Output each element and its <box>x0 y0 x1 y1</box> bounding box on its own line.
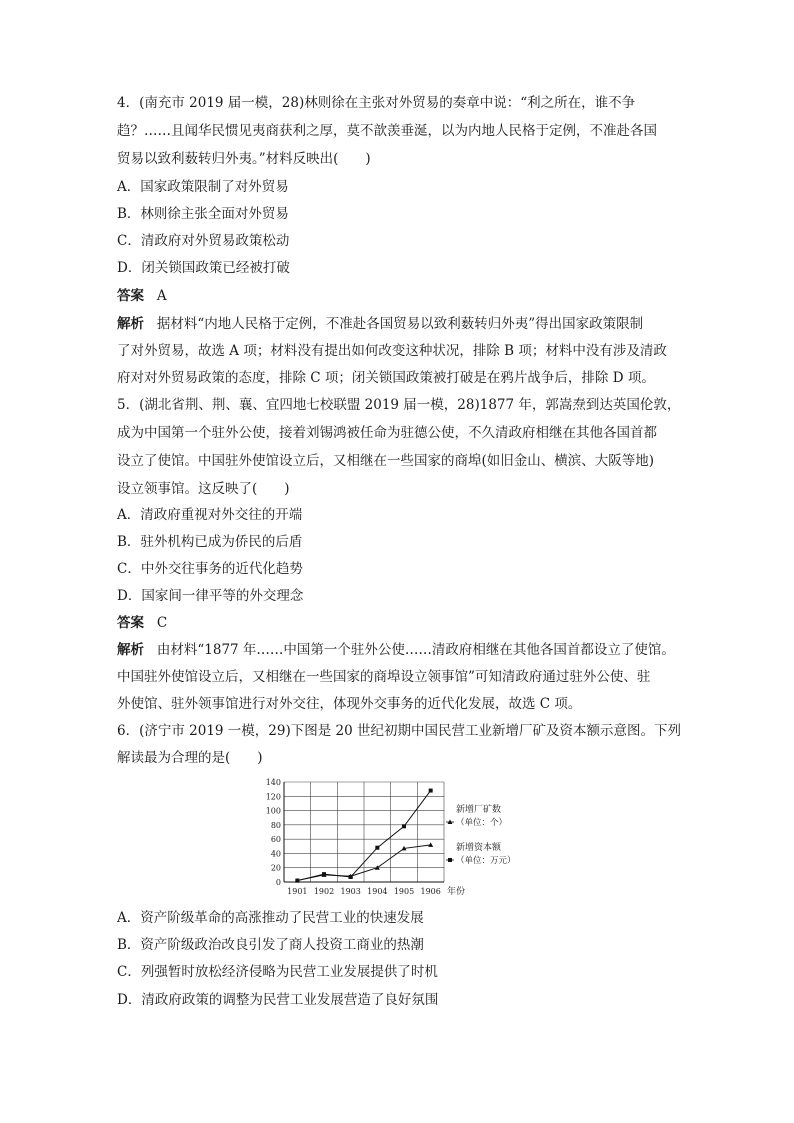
chart-y-tick-label: 140 <box>265 778 281 787</box>
q4-analysis-label: 解析 <box>117 316 144 332</box>
q5-analysis-line-1 <box>117 640 687 660</box>
q5-stem-line-1: 5．(湖北省荆、荆、襄、宜四地七校联盟 2019 届一模，28)1877 年，郭嵩焘到达英国伦敦， <box>117 397 681 413</box>
q6-stem-line-2: 解读最为合理的是( ) <box>117 750 263 766</box>
q5-option-c: C．中外交往事务的近代化趋势 <box>117 561 303 577</box>
industry-growth-chart <box>258 776 548 900</box>
chart-x-axis-label: 年份 <box>447 887 466 897</box>
q4-analysis-line-1 <box>117 314 687 334</box>
chart-point-square <box>295 879 299 883</box>
chart-y-tick-label: 20 <box>270 863 281 873</box>
q6-option-b: B．资产阶级政治改良引发了商人投资工商业的热潮 <box>117 937 424 953</box>
q5-stem-line-4: 设立领事馆。这反映了( ) <box>117 481 290 497</box>
q5-answer-label: 答案 <box>117 615 144 631</box>
chart-x-tick-label: 1905 <box>393 887 415 896</box>
q6-stem-line-1: 6．(济宁市 2019 一模，29)下图是 20 世纪初期中国民营工业新增厂矿及资本额示意图。下列 <box>117 723 681 739</box>
chart-y-tick-label: 60 <box>270 835 281 845</box>
q6-option-d: D．清政府政策的调整为民营工业发展营造了良好氛围 <box>117 992 439 1008</box>
q4-analysis-line-3: 府对对外贸易政策的态度，排除 C 项；闭关锁国政策被打破是在鸦片战争后，排除 D 项。 <box>117 370 655 386</box>
q6-option-c: C．列强暂时放松经济侵略为民营工业发展提供了时机 <box>117 964 438 980</box>
chart-point-square <box>429 789 433 793</box>
q4-answer-label: 答案 <box>117 288 144 304</box>
chart-y-tick-label: 0 <box>275 878 281 887</box>
chart-y-tick-label: 80 <box>270 820 281 830</box>
q4-stem-line-2: 趋？……且闻华民惯见夷商获利之厚，莫不歆羡垂涎，以为内地人民格于定例，不准赴各国 <box>117 123 657 139</box>
chart-legend-unit: （单位：个） <box>456 818 508 828</box>
chart-y-tick-label: 100 <box>265 806 281 816</box>
q4-option-d: D．闭关锁国政策已经被打破 <box>117 260 290 276</box>
q5-stem-line-2: 成为中国第一个驻外公使，接着刘锡鸿被任命为驻德公使，不久清政府相继在其他各国首都 <box>117 425 657 441</box>
chart-x-tick-label: 1901 <box>287 887 308 896</box>
chart-y-tick-label: 40 <box>270 849 281 859</box>
q6-option-a: A．资产阶级革命的高涨推动了民营工业的快速发展 <box>117 910 424 926</box>
q5-option-b: B．驻外机构已成为侨民的后盾 <box>117 534 303 550</box>
q4-option-a: A．国家政策限制了对外贸易 <box>117 179 289 195</box>
chart-y-tick-label: 120 <box>265 792 281 802</box>
chart-legend-unit: （单位：万元） <box>456 856 516 866</box>
q5-analysis-line-2: 中国驻外使馆设立后，又相继在一些国家的商埠设立领事馆”可知清政府通过驻外公使、驻 <box>117 669 651 685</box>
chart-point-square <box>402 824 406 828</box>
chart-point-square <box>322 872 326 876</box>
q4-analysis-text-1: 据材料“内地人民格于定例，不准赴各国贸易以致利薮转归外夷”得出国家政策限制 <box>156 316 644 332</box>
q4-stem-line-1: 4．(南充市 2019 届一模，28)林则徐在主张对外贸易的奏章中说：“利之所在，谁不争 <box>117 95 636 111</box>
q4-option-b: B．林则徐主张全面对外贸易 <box>117 206 289 222</box>
q4-analysis-line-2: 了对外贸易，故选 A 项；材料没有提出如何改变这种状况，排除 B 项；材料中没有涉及清政 <box>117 343 667 359</box>
q4-answer-value: A <box>156 288 167 304</box>
chart-legend-name: 新增资本额 <box>456 843 502 853</box>
chart-x-tick-label: 1906 <box>420 887 441 896</box>
q4-answer <box>117 286 687 306</box>
chart-legend-marker-square <box>448 858 452 862</box>
chart-x-tick-label: 1904 <box>367 887 388 896</box>
q5-stem-line-3: 设立了使馆。中国驻外使馆设立后，又相继在一些国家的商埠(如旧金山、横滨、大阪等地) <box>117 453 655 469</box>
q5-answer <box>117 613 687 633</box>
chart-point-square <box>375 846 379 850</box>
q5-analysis-text-1: 由材料“1877 年……中国第一个驻外公使……清政府相继在其他各国首都设立了使馆。 <box>156 642 675 658</box>
chart-legend-name: 新增厂矿数 <box>456 805 502 815</box>
q5-option-d: D．国家间一律平等的外交理念 <box>117 588 304 604</box>
chart-svg <box>258 776 548 900</box>
q5-analysis-label: 解析 <box>117 642 144 658</box>
chart-x-tick-label: 1903 <box>340 887 361 896</box>
q5-answer-value: C <box>156 615 168 631</box>
chart-point-square <box>349 875 353 879</box>
q4-stem-line-3: 贸易以致利薮转归外夷。”材料反映出( ) <box>117 151 371 167</box>
q4-option-c: C．清政府对外贸易政策松动 <box>117 233 290 249</box>
q5-analysis-line-3: 外使馆、驻外领事馆进行对外交往，体现外交事务的近代化发展，故选 C 项。 <box>117 696 582 712</box>
q5-option-a: A．清政府重视对外交往的开端 <box>117 507 303 523</box>
chart-x-tick-label: 1902 <box>313 887 335 896</box>
